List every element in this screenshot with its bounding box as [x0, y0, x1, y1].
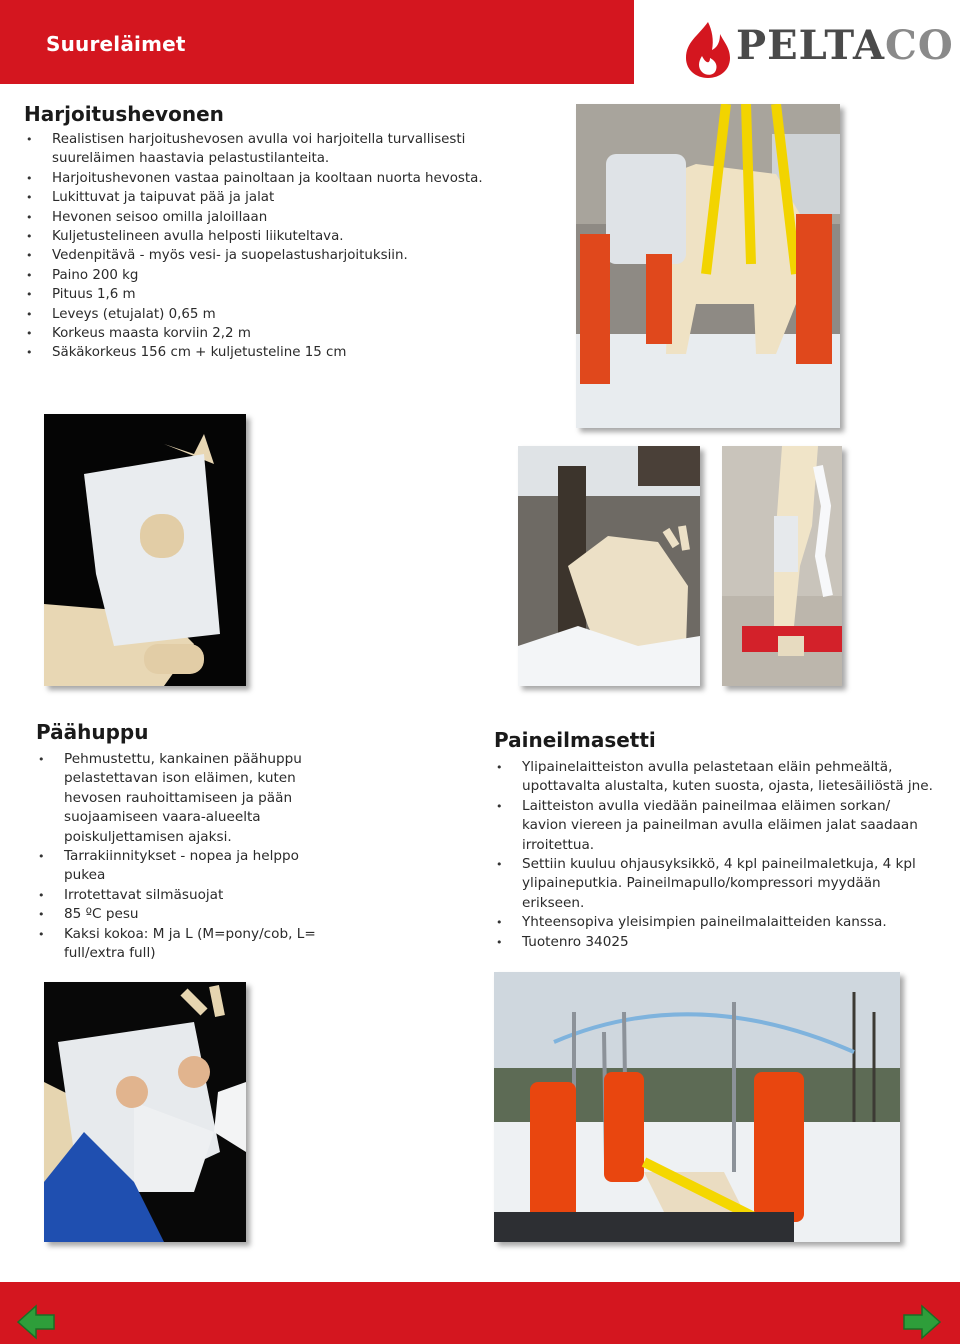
- list-item: • Tuotenro 34025: [494, 933, 934, 952]
- list-item: • Säkäkorkeus 156 cm + kuljetusteline 15 cm: [24, 343, 544, 362]
- list-item: • Hevonen seisoo omilla jaloillaan: [24, 208, 544, 227]
- photo-air-rescue: [494, 972, 900, 1242]
- page-title: Suureläimet: [46, 32, 186, 56]
- photo-head-hood: [44, 414, 246, 686]
- list-item: • Yhteensopiva yleisimpien paineilmalaitteiden kanssa.: [494, 913, 934, 932]
- list-item: • Settiin kuuluu ohjausyksikkö, 4 kpl paineilmaletkuja, 4 kpl ylipaineputkia. Paineilmapullo/kompressori myydään erikseen.: [494, 855, 934, 913]
- section-harjoitushevonen: [24, 102, 544, 363]
- logo-text: PELTACO: [736, 22, 954, 69]
- section-paahuppu: [36, 720, 336, 963]
- list-item: • Laitteiston avulla viedään paineilmaa eläimen sorkan/ kavion viereen ja paineilman avulla eläimen jalat saadaan irroitettua.: [494, 797, 934, 855]
- footer-bar: [0, 1282, 960, 1344]
- section-paineilmasetti: [494, 728, 934, 952]
- list-item: • Realistisen harjoitushevosen avulla voi harjoitella turvallisesti suureläimen haastavia pelastustilanteita.: [24, 130, 544, 169]
- list-item: • Pehmustettu, kankainen päähuppu pelastettavan ison eläimen, kuten hevosen rauhoittamiseen ja pään suojaamiseen vaara-alueelta poiskuljettamisen ajaksi.: [36, 750, 336, 847]
- section-heading: Päähuppu: [36, 720, 149, 744]
- bullet-list: [494, 758, 934, 952]
- list-item: • Kaksi kokoa: M ja L (M=pony/cob, L= full/extra full): [36, 925, 336, 964]
- header-bar: [0, 0, 634, 84]
- list-item: • Ylipainelaitteiston avulla pelastetaan eläin pehmeältä, upottavalta alustalta, kuten suosta, ojasta, lietesäiliöstä jne.: [494, 758, 934, 797]
- list-item: • Lukittuvat ja taipuvat pää ja jalat: [24, 188, 544, 207]
- bullet-list: [36, 750, 336, 963]
- list-item: • Vedenpitävä - myös vesi- ja suopelastusharjoituksiin.: [24, 246, 544, 265]
- list-item: • Irrotettavat silmäsuojat: [36, 886, 336, 905]
- list-item: • Tarrakiinnitykset - nopea ja helppo pukea: [36, 847, 336, 886]
- list-item: • Pituus 1,6 m: [24, 285, 544, 304]
- photo-fitting-hood: [44, 982, 246, 1242]
- photo-horse-lift: [576, 104, 840, 428]
- next-page-arrow-icon[interactable]: [902, 1304, 942, 1340]
- list-item: • Leveys (etujalat) 0,65 m: [24, 305, 544, 324]
- peltaco-logo: [680, 18, 954, 82]
- list-item: • Kuljetustelineen avulla helposti liikuteltava.: [24, 227, 544, 246]
- list-item: • Korkeus maasta korviin 2,2 m: [24, 324, 544, 343]
- list-item: • Paino 200 kg: [24, 266, 544, 285]
- photo-horse-leg: [722, 446, 842, 686]
- list-item: • 85 ºC pesu: [36, 905, 336, 924]
- bullet-list: [24, 130, 544, 363]
- flame-icon: [680, 18, 736, 80]
- section-heading: Harjoitushevonen: [24, 102, 224, 126]
- photo-horse-snow: [518, 446, 700, 686]
- section-heading: Paineilmasetti: [494, 728, 656, 752]
- list-item: • Harjoitushevonen vastaa painoltaan ja kooltaan nuorta hevosta.: [24, 169, 544, 188]
- previous-page-arrow-icon[interactable]: [16, 1304, 56, 1340]
